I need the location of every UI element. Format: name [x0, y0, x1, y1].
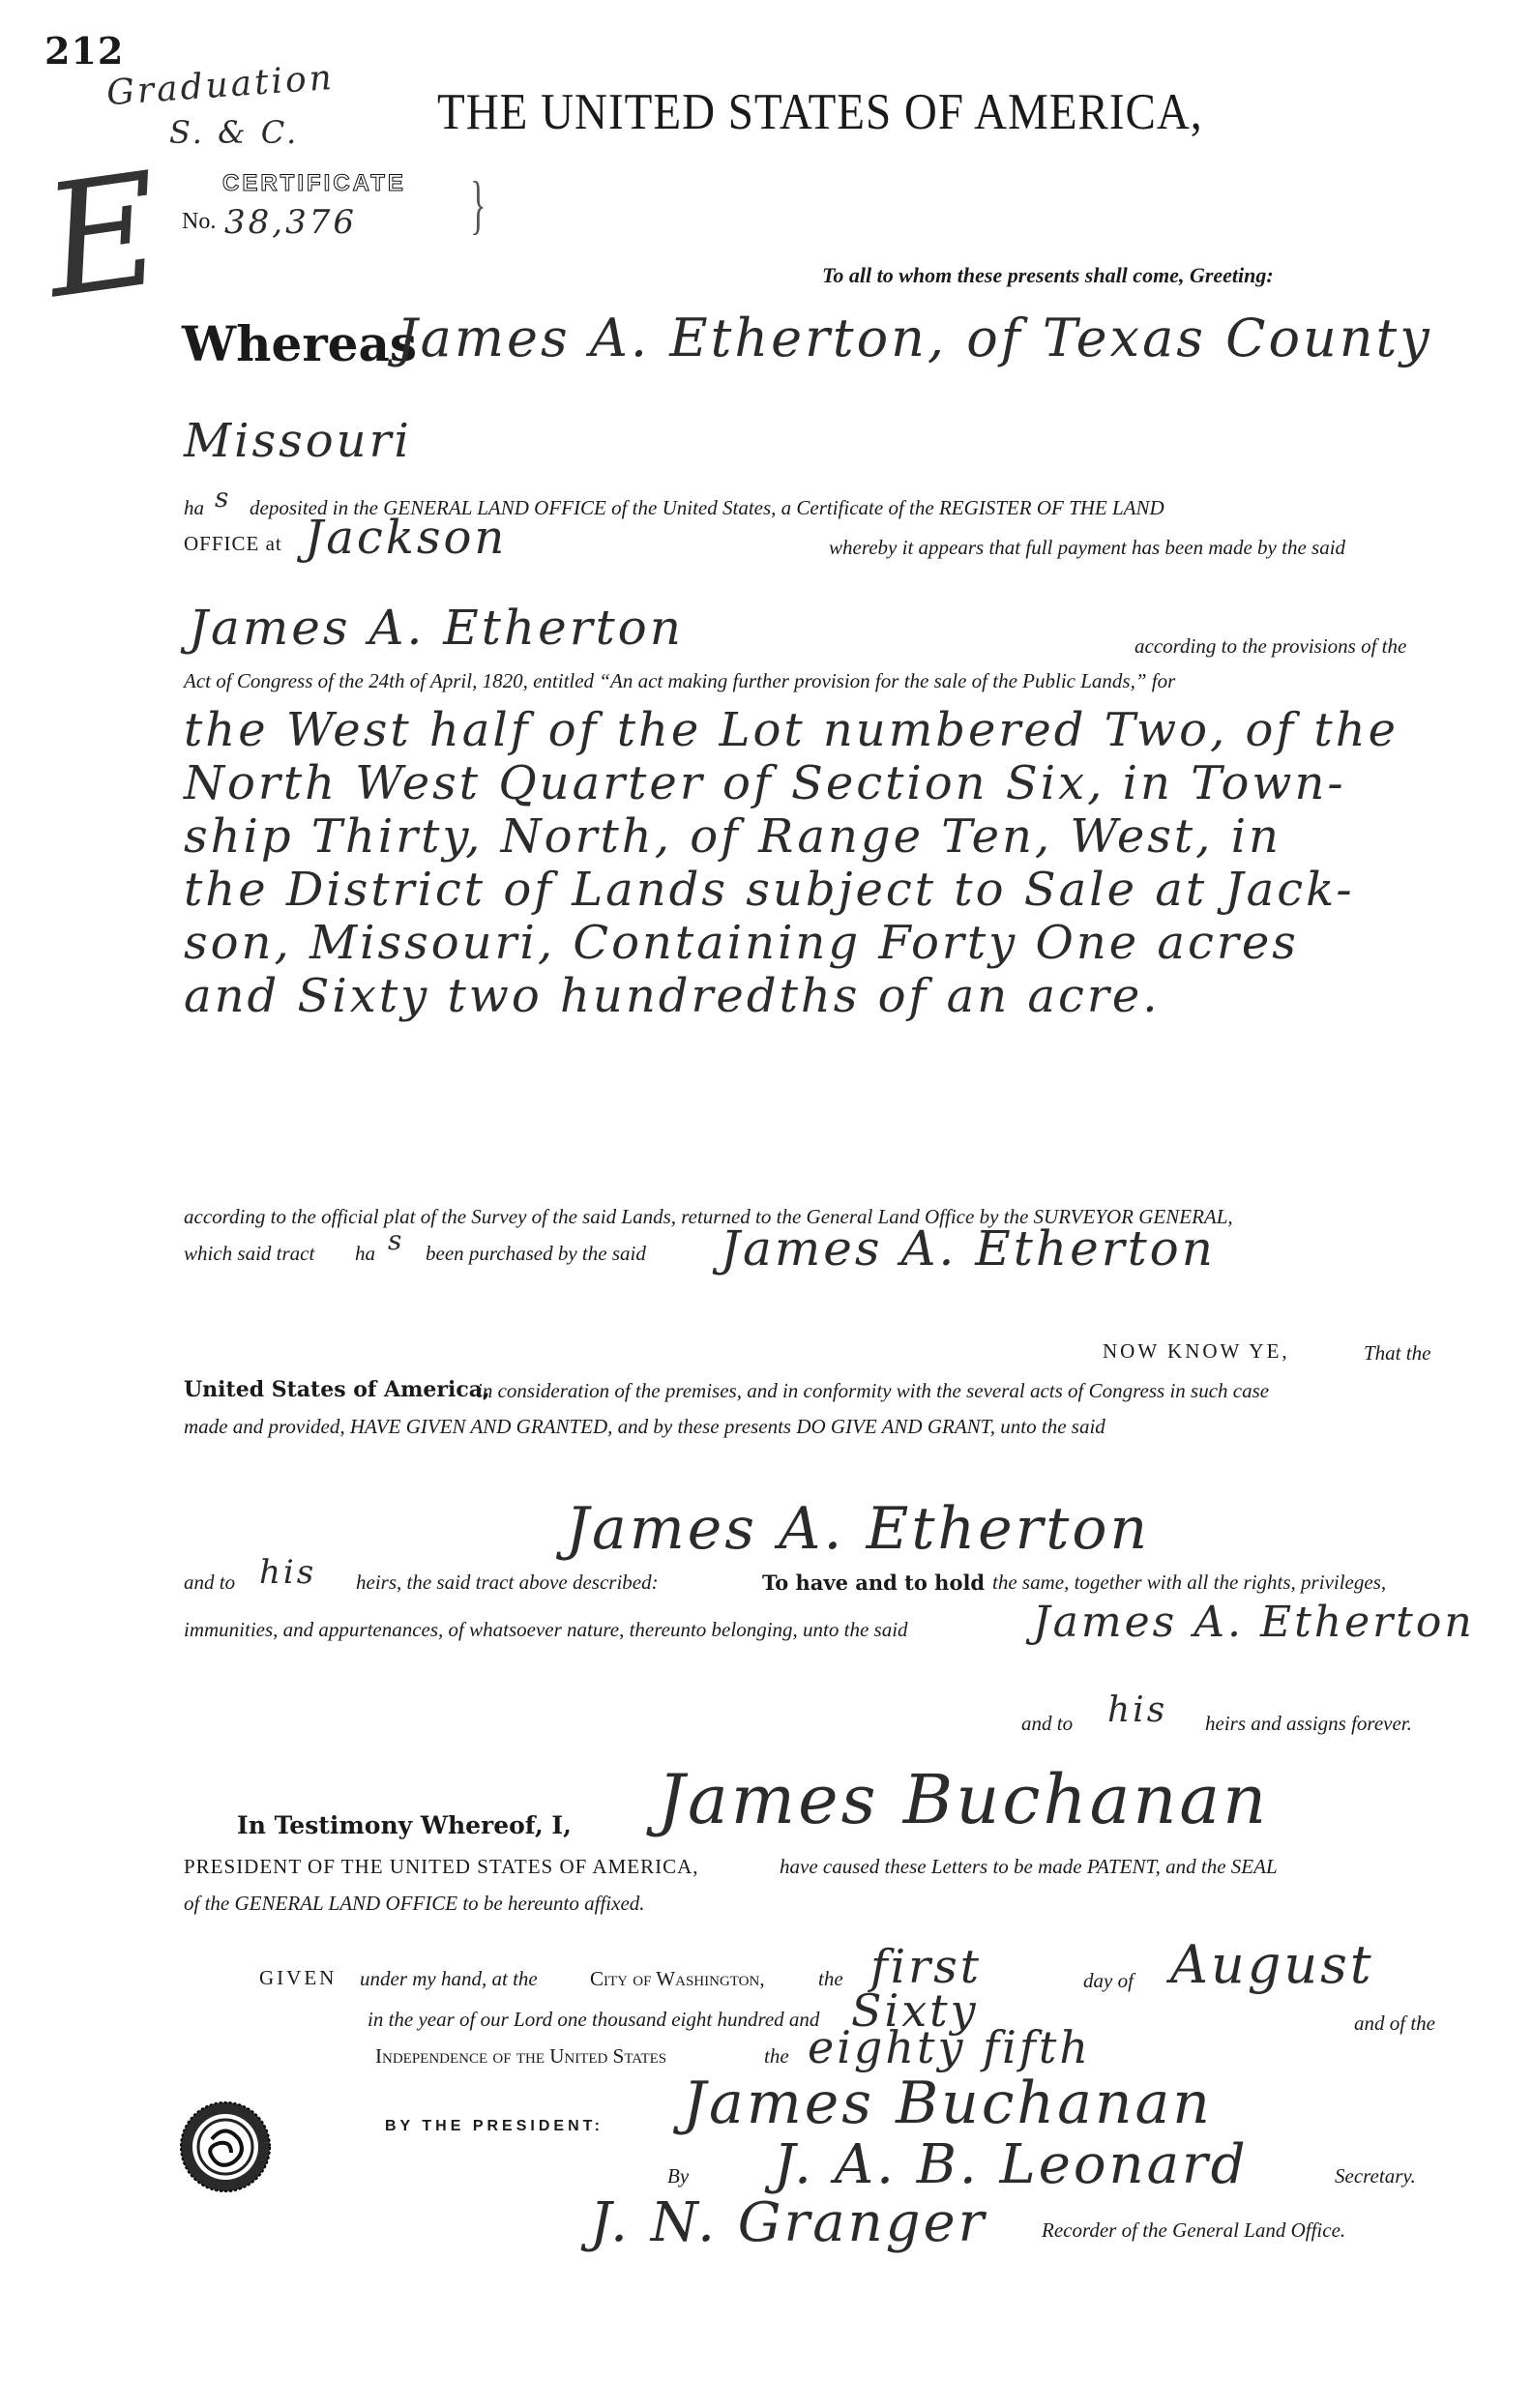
certificate-label: CERTIFICATE — [222, 170, 406, 196]
has-ha-2: ha — [355, 1242, 375, 1265]
certificate-no-label: No. — [182, 209, 217, 234]
has-mark: s — [215, 482, 232, 514]
land-description-line: the West half of the Lot numbered Two, of the — [184, 703, 1399, 757]
greeting: To all to whom these presents shall come, Greeting: — [822, 263, 1274, 287]
secretary-label: Secretary. — [1335, 2164, 1416, 2188]
certificate-brace: } — [470, 167, 486, 241]
secretary-signature: J. A. B. Leonard — [774, 2133, 1249, 2196]
land-description-line: son, Missouri, Containing Forty One acres — [184, 916, 1299, 970]
whereas-state: Missouri — [184, 414, 412, 468]
day-of-text: day of — [1083, 1969, 1134, 1992]
recorder-signature: J. N. Granger — [590, 2191, 987, 2254]
deposited-text: deposited in the GENERAL LAND OFFICE of the United States, a Certificate of the REGISTER OF THE LAND — [250, 496, 1164, 519]
president-line: PRESIDENT OF THE UNITED STATES OF AMERICA, — [184, 1855, 699, 1878]
given-label: GIVEN — [259, 1966, 338, 1989]
now-know-ye: NOW KNOW YE, — [1103, 1339, 1290, 1363]
according-text: according to the provisions of the — [1134, 634, 1407, 658]
of-the-seal-text: of the GENERAL LAND OFFICE to be hereunto affixed. — [184, 1892, 645, 1915]
and-to-text: and to — [184, 1571, 236, 1594]
day-value: first — [870, 1940, 982, 1994]
city-of-washington: City of Washington, — [590, 1967, 765, 1990]
year-value: Sixty — [851, 1984, 979, 2037]
have-caused-text: have caused these Letters to be made PATENT, and the SEAL — [780, 1855, 1278, 1878]
general-land-office-seal — [177, 2099, 274, 2195]
has-mark-2: s — [388, 1224, 405, 1256]
made-provided-text: made and provided, HAVE GIVEN AND GRANTED, and by these presents DO GIVE AND GRANT, unto the said — [184, 1415, 1105, 1438]
page-number: 212 — [44, 29, 125, 73]
by-the-president-label: BY THE PRESIDENT: — [385, 2118, 604, 2134]
grantee-name-2: James A. Etherton — [1033, 1598, 1475, 1647]
president-signature-1: James Buchanan — [658, 1760, 1270, 1839]
whereas-name-line: James A. Etherton, of Texas County — [397, 308, 1432, 368]
document-title: THE UNITED STATES OF AMERICA, — [437, 84, 1203, 141]
land-description-line: ship Thirty, North, of Range Ten, West, in — [184, 809, 1282, 864]
independence-value: eighty fifth — [808, 2021, 1091, 2073]
to-have-blackletter: To have and to hold — [762, 1571, 986, 1595]
and-of-the-text: and of the — [1354, 2012, 1435, 2035]
margin-note-line1: Graduation — [104, 57, 337, 114]
the-text-2: the — [764, 2044, 789, 2068]
the-text: the — [818, 1967, 843, 1990]
whereas-word: Whereas — [182, 315, 418, 372]
margin-note-line2: S. & C. — [169, 114, 300, 151]
same-together-text: the same, together with all the rights, privileges, — [992, 1571, 1387, 1594]
his-hand: his — [259, 1553, 317, 1592]
recorder-label: Recorder of the General Land Office. — [1042, 2218, 1346, 2242]
according-plat-text: according to the official plat of the Survey of the said Lands, returned to the General Land Office by the SURVEYOR GENERAL, — [184, 1205, 1233, 1228]
president-signature-2: James Buchanan — [683, 2070, 1213, 2137]
under-hand-text: under my hand, at the — [360, 1967, 538, 1990]
been-purchased-text: been purchased by the said — [426, 1242, 646, 1265]
office-at-label: OFFICE at — [184, 532, 282, 555]
whereby-text: whereby it appears that full payment has been made by the said — [829, 536, 1346, 559]
act-text: Act of Congress of the 24th of April, 1820, entitled “An act making further provision for the sale of the Public Lands,” for — [184, 669, 1176, 692]
by-label: By — [667, 2164, 690, 2188]
land-description-line: North West Quarter of Section Six, in Town- — [184, 756, 1346, 810]
month-value: August — [1170, 1934, 1374, 1995]
independence-text: Independence of the United States — [375, 2044, 667, 2068]
grantee-name: James A. Etherton — [566, 1495, 1151, 1563]
land-description-line: the District of Lands subject to Sale at Jack- — [184, 863, 1355, 917]
purchaser-name-1: James A. Etherton — [189, 600, 684, 656]
land-description — [184, 704, 1399, 1023]
has-ha: ha — [184, 496, 204, 519]
certificate-number: 38,376 — [224, 203, 357, 242]
purchaser-name-2: James A. Etherton — [721, 1220, 1216, 1277]
united-states-blackletter: United States of America, — [184, 1377, 490, 1402]
immunities-text: immunities, and appurtenances, of whatsoever nature, thereunto belonging, unto the said — [184, 1618, 908, 1641]
and-to-text-2: and to — [1021, 1712, 1074, 1735]
margin-note-letter: E — [34, 137, 172, 334]
office-name: Jackson — [305, 511, 508, 565]
land-description-line: and Sixty two hundredths of an acre. — [184, 969, 1161, 1023]
heirs-assigns-text: heirs and assigns forever. — [1205, 1712, 1412, 1735]
consideration-text: in consideration of the premises, and in conformity with the several acts of Congress in such case — [477, 1379, 1270, 1402]
that-the-text: That the — [1364, 1341, 1431, 1365]
his-hand-2: his — [1107, 1690, 1168, 1730]
in-testimony-blackletter: In Testimony Whereof, I, — [237, 1811, 572, 1839]
which-tract-text: which said tract — [184, 1242, 315, 1265]
heirs-tract-text: heirs, the said tract above described: — [356, 1571, 659, 1594]
year-text: in the year of our Lord one thousand eight hundred and — [368, 2008, 820, 2031]
